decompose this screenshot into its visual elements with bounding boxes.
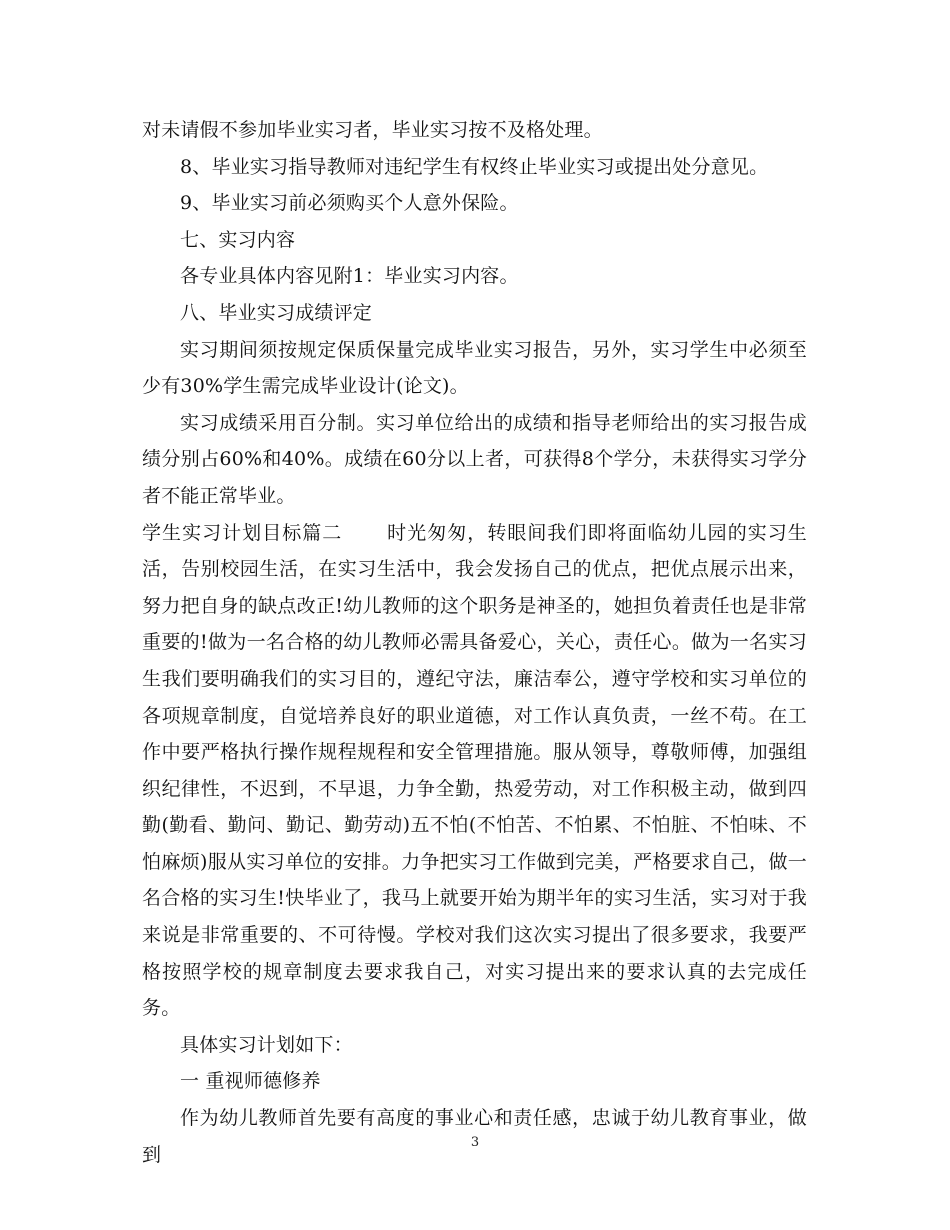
paragraph-grading-scheme: 实习成绩采用百分制。实习单位给出的成绩和指导老师给出的实习报告成绩分别占60%和40%。成绩在60分以上者，可获得8个学分，未获得实习学分者不能正常毕业。 bbox=[142, 411, 807, 507]
paragraph-ethics-body: 作为幼儿教师首先要有高度的事业心和责任感，忠诚于幼儿教育事业，做到 bbox=[142, 1107, 807, 1166]
paragraph-continuation: 对未请假不参加毕业实习者，毕业实习按不及格处理。 bbox=[142, 119, 603, 141]
paragraph-content-details: 各专业具体内容见附1：毕业实习内容。 bbox=[180, 265, 519, 288]
paragraph-plan-intro: 具体实习计划如下： bbox=[180, 1033, 353, 1056]
heading-internship-content: 七、实习内容 bbox=[180, 228, 296, 251]
paragraph-report-requirement: 实习期间须按规定保质保量完成毕业实习报告，另外，实习学生中必须至少有30%学生需完成毕业设计(论文)。 bbox=[142, 338, 807, 398]
paragraph-rule-9: 9、毕业实习前必须购买个人意外保险。 bbox=[180, 192, 519, 215]
section-paragraph bbox=[142, 515, 807, 1027]
document-body bbox=[142, 112, 807, 1173]
section-title: 学生实习计划目标篇二 bbox=[142, 521, 343, 544]
page-number: 3 bbox=[470, 1135, 480, 1150]
heading-teacher-ethics: 一 重视师德修养 bbox=[180, 1070, 321, 1093]
paragraph-rule-8: 8、毕业实习指导教师对违纪学生有权终止毕业实习或提出处分意见。 bbox=[180, 155, 769, 178]
section-body: 时光匆匆，转眼间我们即将面临幼儿园的实习生活，告别校园生活，在实习生活中，我会发扬自己的优点，把优点展示出来，努力把自身的缺点改正!幼儿教师的这个职务是神圣的，她担负着责任也是非常重要的!做为一名合格的幼儿教师必需具备爱心，关心，责任心。做为一名实习生我们要明确我们的实习目的，遵纪守法，廉洁奉公，遵守学校和实习单位的各项规章制度，自觉培养良好的职业道德，对工作认真负责，一丝不苟。在工作中要严格执行操作规程规程和安全管理措施。服从领导，尊敬师傅，加强组织纪律性，不迟到，不早退，力争全勤，热爱劳动，对工作积极主动，做到四勤(勤看、勤问、勤记、勤劳动)五不怕(不怕苦、不怕累、不怕脏、不怕味、不怕麻烦)服从实习单位的安排。力争把实习工作做到完美，严格要求自己，做一名合格的实习生!快毕业了，我马上就要开始为期半年的实习生活，实习对于我来说是非常重要的、不可待慢。学校对我们这次实习提出了很多要求，我要严格按照学校的规章制度去要求我自己，对实习提出来的要求认真的去完成任务。 bbox=[142, 521, 807, 1020]
heading-grade-evaluation: 八、毕业实习成绩评定 bbox=[180, 301, 373, 324]
